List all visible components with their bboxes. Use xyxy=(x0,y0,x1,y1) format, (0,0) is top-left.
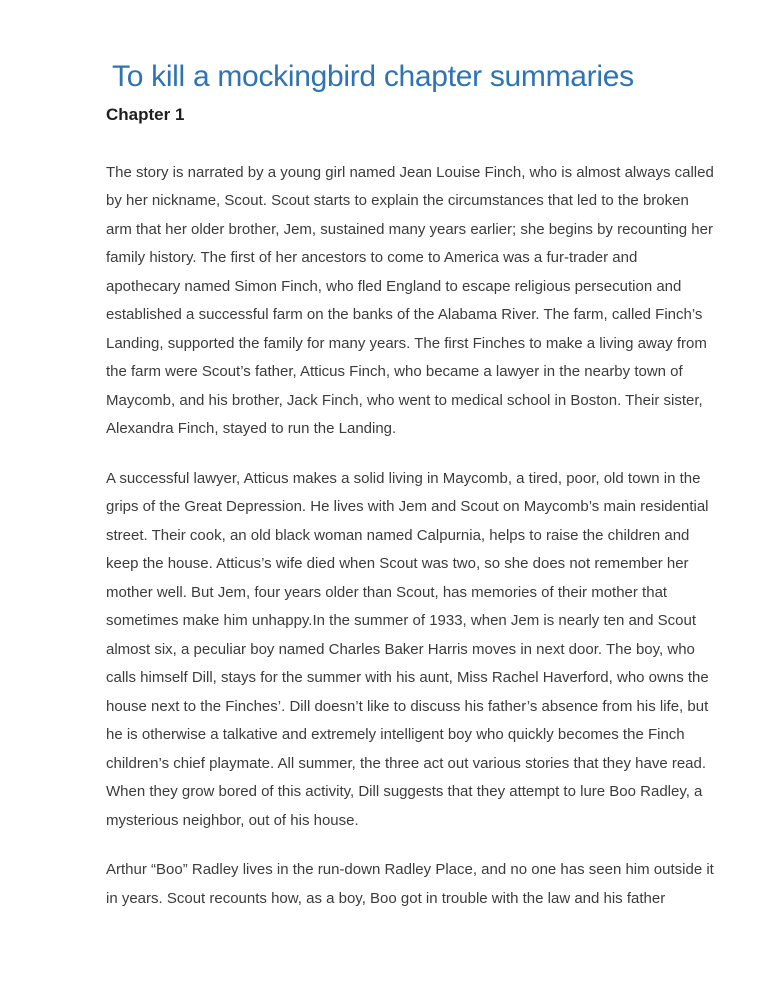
paragraph-3: Arthur “Boo” Radley lives in the run-down Radley Place, and no one has seen him outside it in years. Scout recounts how, as a boy, Boo got in trouble with the law and his father xyxy=(106,861,714,907)
document-title: To kill a mockingbird chapter summaries xyxy=(112,60,634,93)
chapter-heading: Chapter 1 xyxy=(106,104,185,124)
paragraph-2: A successful lawyer, Atticus makes a solid living in Maycomb, a tired, poor, old town in the grips of the Great Depression. He lives with Jem and Scout on Maycomb’s main residential street. Their cook, an old black woman named Calpurnia, helps to raise the children and keep the house. Atticus’s wife died when Scout was two, so she does not remember her mother well. But Jem, four years older than Scout, has memories of their mother that sometimes make him unhappy.In the summer of 1933, when Jem is nearly ten and Scout almost six, a peculiar boy named Charles Baker Harris moves in next door. The boy, who calls himself Dill, stays for the summer with his aunt, Miss Rachel Haverford, who owns the house next to the Finches’. Dill doesn’t like to discuss his father’s absence from his life, but he is otherwise a talkative and extremely intelligent boy who quickly becomes the Finch children’s chief playmate. All summer, the three act out various stories that they have read. When they grow bored of this activity, Dill suggests that they attempt to lure Boo Radley, a mysterious neighbor, out of his house. xyxy=(106,469,709,829)
paragraph-1: The story is narrated by a young girl named Jean Louise Finch, who is almost always called by her nickname, Scout. Scout starts to explain the circumstances that led to the broken arm that her older brother, Jem, sustained many years earlier; she begins by recounting her family history. The first of her ancestors to come to America was a fur-trader and apothecary named Simon Finch, who fled England to escape religious persecution and established a successful farm on the banks of the Alabama River. The farm, called Finch’s Landing, supported the family for many years. The first Finches to make a living away from the farm were Scout’s father, Atticus Finch, who became a lawyer in the nearby town of Maycomb, and his brother, Jack Finch, who went to medical school in Boston. Their sister, Alexandra Finch, stayed to run the Landing. xyxy=(106,163,714,438)
chapter-body xyxy=(106,159,717,914)
